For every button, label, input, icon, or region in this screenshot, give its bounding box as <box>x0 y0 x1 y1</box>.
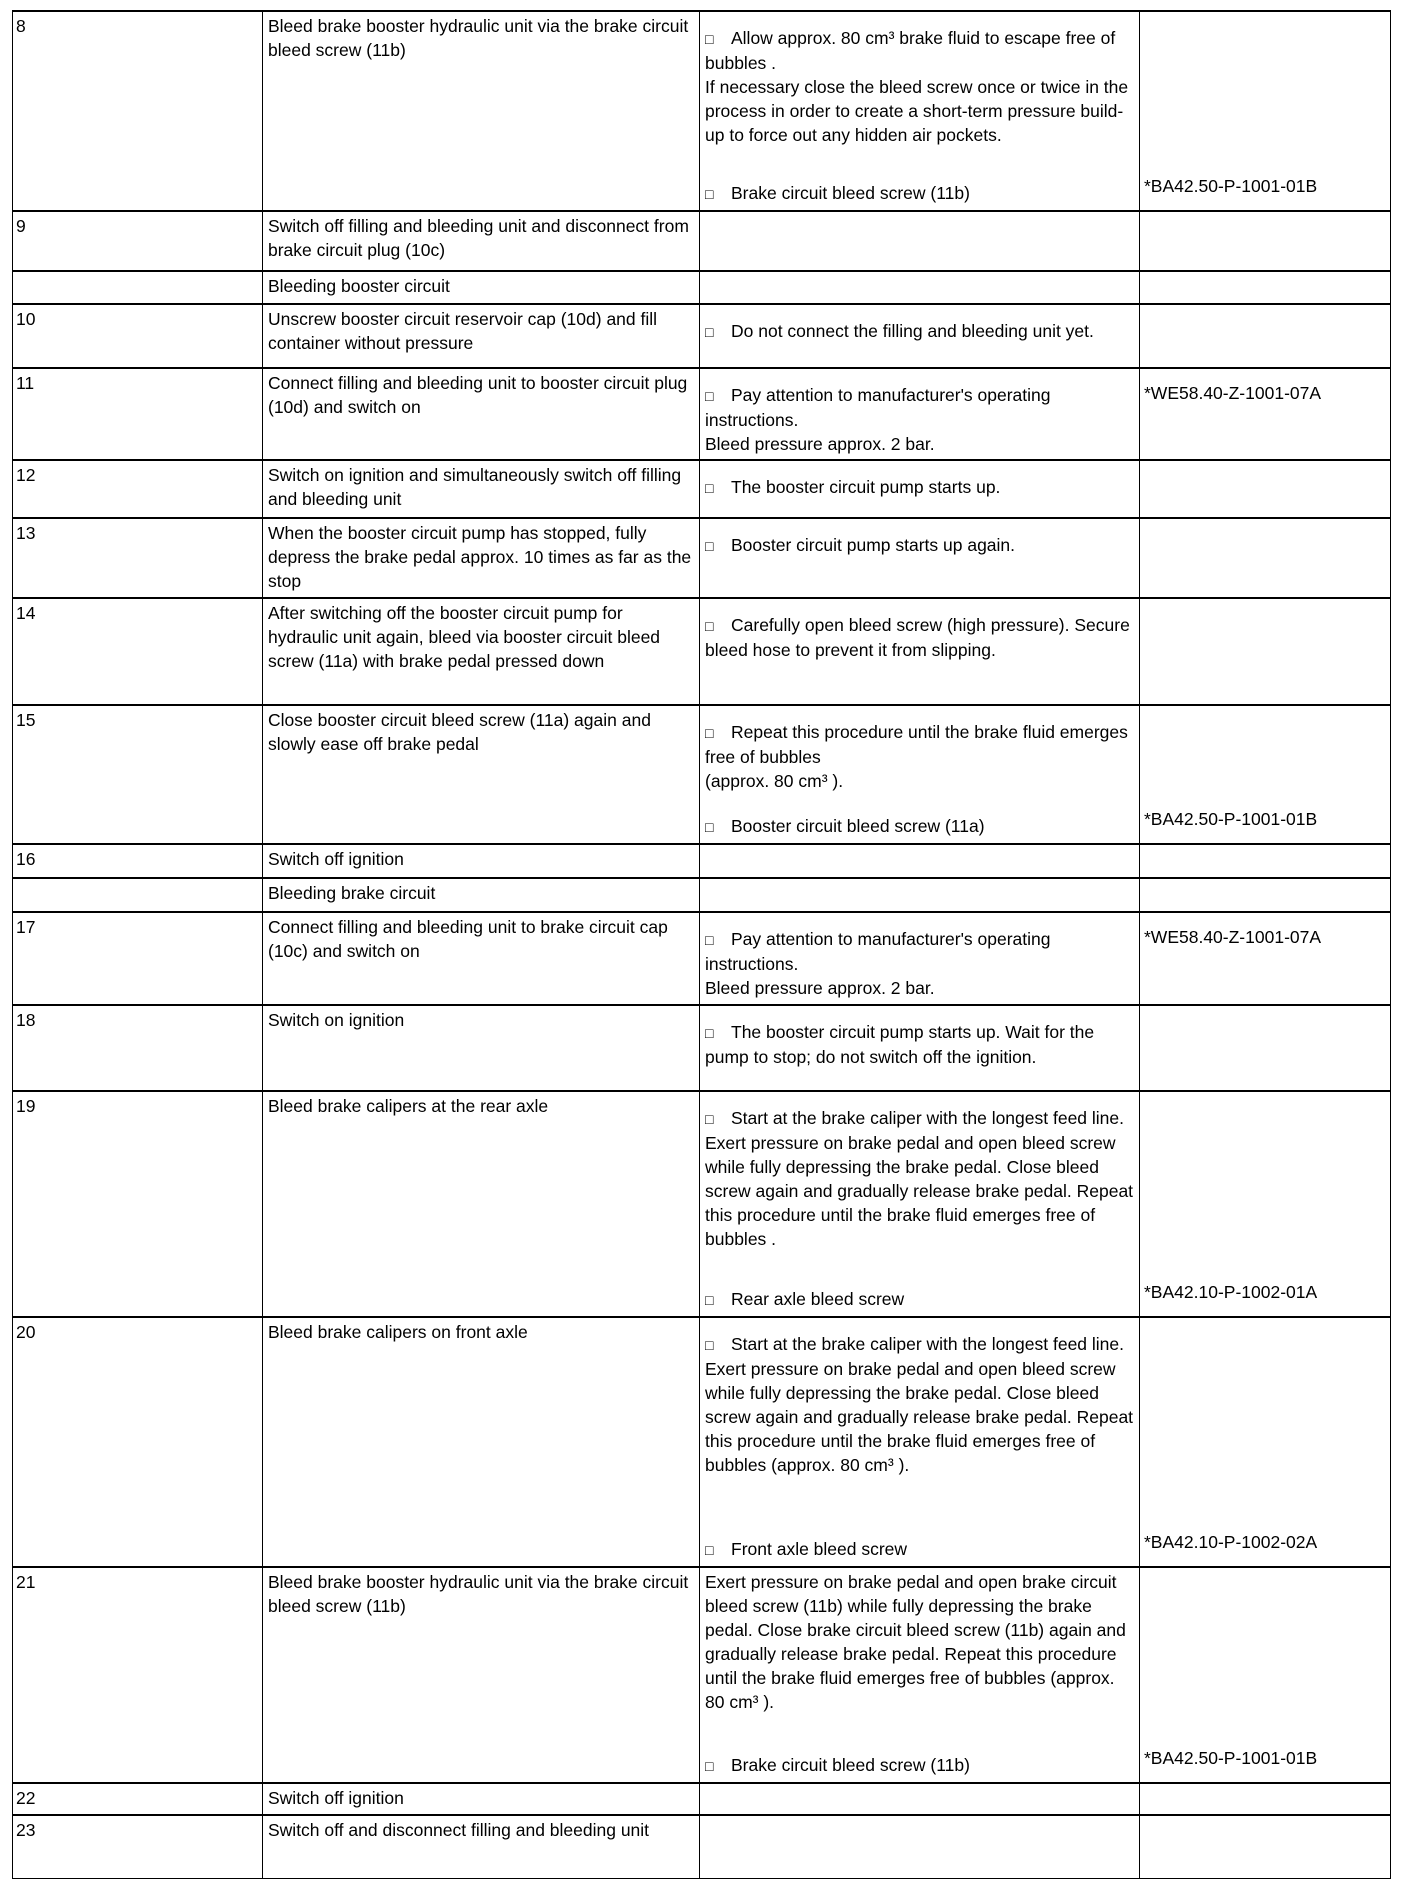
step-number-cell <box>13 211 263 271</box>
action-cell <box>263 11 700 211</box>
component-item <box>705 1537 907 1562</box>
table-row <box>13 1783 1391 1815</box>
checkbox-icon: □ <box>705 480 714 496</box>
step-number-cell <box>13 1815 263 1878</box>
step-number-cell <box>13 460 263 518</box>
note-text <box>705 1106 1134 1131</box>
reference-link[interactable]: *BA42.50-P-1001-01B <box>1144 176 1318 196</box>
table-row <box>13 11 1391 211</box>
reference-cell <box>1140 878 1391 912</box>
step-number: 21 <box>16 1572 36 1592</box>
step-number: 13 <box>16 523 36 543</box>
note-text <box>705 769 1134 793</box>
action-text: Switch off ignition <box>268 1788 404 1808</box>
reference-cell <box>1140 1091 1391 1317</box>
note-text <box>705 75 1134 147</box>
table-row <box>13 1005 1391 1091</box>
step-number: 9 <box>16 216 26 236</box>
step-number: 22 <box>16 1788 36 1808</box>
table-row <box>13 1567 1391 1783</box>
checkbox-icon: □ <box>705 819 714 835</box>
step-number-cell <box>13 11 263 211</box>
action-cell <box>263 1815 700 1878</box>
step-number-cell <box>13 1005 263 1091</box>
reference-cell <box>1140 598 1391 705</box>
component-item <box>705 1753 970 1778</box>
action-cell <box>263 518 700 598</box>
action-cell <box>263 1317 700 1567</box>
action-text: Unscrew booster circuit reservoir cap (10d) and fill container without pressure <box>268 309 658 353</box>
note-line: Allow approx. 80 cm³ brake fluid to escape free of bubbles . <box>705 28 1116 73</box>
note-line: Start at the brake caliper with the longest feed line. <box>731 1108 1125 1128</box>
action-cell <box>263 598 700 705</box>
note-line: Pay attention to manufacturer's operating instructions. <box>705 385 1051 430</box>
step-number-cell <box>13 1317 263 1567</box>
note-text <box>705 1131 1134 1251</box>
checkbox-icon: □ <box>705 1542 714 1558</box>
note-text <box>705 976 1134 1000</box>
reference-cell <box>1140 271 1391 304</box>
table-row <box>13 1091 1391 1317</box>
notes-cell <box>700 211 1140 271</box>
reference-cell <box>1140 11 1391 211</box>
step-number: 15 <box>16 710 36 730</box>
component-item <box>705 1287 904 1312</box>
action-text: Switch off ignition <box>268 849 404 869</box>
reference-link[interactable]: *WE58.40-Z-1001-07A <box>1144 927 1322 947</box>
reference-cell <box>1140 368 1391 460</box>
component-label: Rear axle bleed screw <box>731 1289 905 1309</box>
note-text <box>705 1332 1134 1357</box>
action-text: Bleed brake calipers at the rear axle <box>268 1096 549 1116</box>
note-line: The booster circuit pump starts up. Wait for the pump to stop; do not switch off the ignition. <box>705 1022 1095 1067</box>
note-text <box>705 319 1134 344</box>
note-text <box>705 475 1134 500</box>
action-text: Bleed brake booster hydraulic unit via the brake circuit bleed screw (11b) <box>268 1572 689 1616</box>
reference-link[interactable]: *BA42.10-P-1002-01A <box>1144 1282 1318 1302</box>
step-number: 20 <box>16 1322 36 1342</box>
action-text: Connect filling and bleeding unit to brake circuit cap (10c) and switch on <box>268 917 668 961</box>
note-line: Booster circuit pump starts up again. <box>731 535 1016 555</box>
action-cell <box>263 460 700 518</box>
notes-cell <box>700 368 1140 460</box>
table-row <box>13 705 1391 844</box>
table-row <box>13 304 1391 368</box>
table-row <box>13 1815 1391 1878</box>
notes-cell <box>700 844 1140 878</box>
reference-cell <box>1140 1005 1391 1091</box>
note-line: Exert pressure on brake pedal and open brake circuit bleed screw (11b) while fully depressing the brake pedal. Close brake circuit bleed screw (11b) again and gradually release brake pedal. Repeat this procedure until the brake fluid emerges free of bubbles (approx. 80 cm³ ). <box>705 1572 1126 1712</box>
table-row <box>13 598 1391 705</box>
action-cell <box>263 1783 700 1815</box>
reference-cell <box>1140 1317 1391 1567</box>
step-number-cell <box>13 304 263 368</box>
step-number-cell <box>13 912 263 1005</box>
reference-cell <box>1140 844 1391 878</box>
note-line: Start at the brake caliper with the longest feed line. <box>731 1334 1125 1354</box>
step-number: 14 <box>16 603 36 623</box>
action-cell <box>263 1005 700 1091</box>
action-text: Close booster circuit bleed screw (11a) again and slowly ease off brake pedal <box>268 710 651 754</box>
table-row <box>13 1317 1391 1567</box>
table-row <box>13 211 1391 271</box>
checkbox-icon: □ <box>705 388 714 404</box>
checkbox-icon: □ <box>705 538 714 554</box>
notes-cell <box>700 1567 1140 1783</box>
note-line: If necessary close the bleed screw once or twice in the process in order to create a short-term pressure build-up to force out any hidden air pockets. <box>705 77 1129 145</box>
step-number-cell <box>13 518 263 598</box>
action-text: After switching off the booster circuit pump for hydraulic unit again, bleed via booster circuit bleed screw (11a) with brake pedal pressed down <box>268 603 661 671</box>
note-line: Repeat this procedure until the brake fluid emerges free of bubbles <box>705 722 1128 767</box>
action-text: Bleed brake calipers on front axle <box>268 1322 528 1342</box>
reference-cell <box>1140 304 1391 368</box>
action-text: Switch on ignition and simultaneously switch off filling and bleeding unit <box>268 465 682 509</box>
reference-cell <box>1140 460 1391 518</box>
action-text: When the booster circuit pump has stopped, fully depress the brake pedal approx. 10 times as far as the stop <box>268 523 692 591</box>
note-line: The booster circuit pump starts up. <box>731 477 1001 497</box>
note-text <box>705 720 1134 769</box>
checkbox-icon: □ <box>705 31 714 47</box>
checkbox-icon: □ <box>705 1292 714 1308</box>
note-line: Exert pressure on brake pedal and open bleed screw while fully depressing the brake pedal. Close bleed screw again and gradually release brake pedal. Repeat this procedure until the brake fluid emerges free of bubbles . <box>705 1133 1134 1249</box>
action-cell <box>263 368 700 460</box>
notes-cell <box>700 1091 1140 1317</box>
note-line: Bleed pressure approx. 2 bar. <box>705 434 935 454</box>
step-number-cell <box>13 844 263 878</box>
reference-cell <box>1140 211 1391 271</box>
checkbox-icon: □ <box>705 1758 714 1774</box>
step-number-cell <box>13 368 263 460</box>
step-number: 16 <box>16 849 36 869</box>
step-number-cell <box>13 878 263 912</box>
checkbox-icon: □ <box>705 1025 714 1041</box>
reference-cell <box>1140 705 1391 844</box>
reference-link[interactable]: *BA42.10-P-1002-02A <box>1144 1532 1318 1552</box>
notes-cell <box>700 304 1140 368</box>
reference-link[interactable]: *BA42.50-P-1001-01B <box>1144 809 1318 829</box>
component-label: Brake circuit bleed screw (11b) <box>731 183 970 203</box>
notes-cell <box>700 705 1140 844</box>
note-text <box>705 533 1134 558</box>
checkbox-icon: □ <box>705 186 714 202</box>
notes-cell <box>700 1783 1140 1815</box>
note-text <box>705 432 1134 456</box>
table-row <box>13 844 1391 878</box>
note-line: Do not connect the filling and bleeding unit yet. <box>731 321 1094 341</box>
note-text <box>705 613 1134 662</box>
note-line: Pay attention to manufacturer's operating instructions. <box>705 929 1051 974</box>
procedure-table <box>12 10 1391 1879</box>
table-row <box>13 271 1391 304</box>
action-text: Connect filling and bleeding unit to booster circuit plug (10d) and switch on <box>268 373 688 417</box>
note-line: (approx. 80 cm³ ). <box>705 771 844 791</box>
step-number-cell <box>13 1567 263 1783</box>
reference-cell <box>1140 1783 1391 1815</box>
step-number: 19 <box>16 1096 36 1116</box>
action-cell <box>263 912 700 1005</box>
step-number: 23 <box>16 1820 36 1840</box>
component-label: Brake circuit bleed screw (11b) <box>731 1755 970 1775</box>
action-text: Bleeding booster circuit <box>268 276 450 296</box>
notes-cell <box>700 518 1140 598</box>
step-number: 10 <box>16 309 36 329</box>
step-number: 8 <box>16 16 26 36</box>
step-number-cell <box>13 271 263 304</box>
component-item <box>705 181 970 206</box>
note-text <box>705 26 1134 75</box>
checkbox-icon: □ <box>705 725 714 741</box>
notes-cell <box>700 1317 1140 1567</box>
action-text: Switch off filling and bleeding unit and disconnect from brake circuit plug (10c) <box>268 216 689 260</box>
step-number: 11 <box>16 373 35 393</box>
table-row <box>13 368 1391 460</box>
table-row <box>13 878 1391 912</box>
step-number: 17 <box>16 917 36 937</box>
reference-link[interactable]: *WE58.40-Z-1001-07A <box>1144 383 1322 403</box>
reference-cell <box>1140 1815 1391 1878</box>
table-row <box>13 460 1391 518</box>
action-cell <box>263 705 700 844</box>
step-number-cell <box>13 598 263 705</box>
note-line: Carefully open bleed screw (high pressure). Secure bleed hose to prevent it from slipping. <box>705 615 1130 660</box>
action-cell <box>263 271 700 304</box>
note-line: Bleed pressure approx. 2 bar. <box>705 978 935 998</box>
notes-cell <box>700 598 1140 705</box>
action-cell <box>263 1091 700 1317</box>
note-text <box>705 383 1134 432</box>
reference-cell <box>1140 518 1391 598</box>
step-number-cell <box>13 1783 263 1815</box>
checkbox-icon: □ <box>705 1111 714 1127</box>
action-text: Switch off and disconnect filling and bleeding unit <box>268 1820 650 1840</box>
action-cell <box>263 304 700 368</box>
note-text <box>705 1357 1134 1477</box>
action-cell <box>263 211 700 271</box>
table-row <box>13 518 1391 598</box>
notes-cell <box>700 271 1140 304</box>
step-number-cell <box>13 705 263 844</box>
action-text: Bleeding brake circuit <box>268 883 436 903</box>
action-cell <box>263 1567 700 1783</box>
action-cell <box>263 844 700 878</box>
step-number-cell <box>13 1091 263 1317</box>
checkbox-icon: □ <box>705 324 714 340</box>
checkbox-icon: □ <box>705 932 714 948</box>
notes-cell <box>700 460 1140 518</box>
component-item <box>705 814 985 839</box>
notes-cell <box>700 11 1140 211</box>
note-line: Exert pressure on brake pedal and open bleed screw while fully depressing the brake pedal. Close bleed screw again and gradually release brake pedal. Repeat this procedure until the brake fluid emerges free of bubbles (approx. 80 cm³ ). <box>705 1359 1134 1475</box>
step-number: 12 <box>16 465 36 485</box>
reference-link[interactable]: *BA42.50-P-1001-01B <box>1144 1748 1318 1768</box>
notes-cell <box>700 1005 1140 1091</box>
component-label: Front axle bleed screw <box>731 1539 908 1559</box>
table-row <box>13 912 1391 1005</box>
checkbox-icon: □ <box>705 1337 714 1353</box>
note-text <box>705 1570 1134 1714</box>
action-text: Switch on ignition <box>268 1010 405 1030</box>
action-cell <box>263 878 700 912</box>
notes-cell <box>700 878 1140 912</box>
reference-cell <box>1140 912 1391 1005</box>
component-label: Booster circuit bleed screw (11a) <box>731 816 985 836</box>
reference-cell <box>1140 1567 1391 1783</box>
note-text <box>705 1020 1134 1069</box>
notes-cell <box>700 1815 1140 1878</box>
checkbox-icon: □ <box>705 618 714 634</box>
action-text: Bleed brake booster hydraulic unit via the brake circuit bleed screw (11b) <box>268 16 689 60</box>
step-number: 18 <box>16 1010 36 1030</box>
note-text <box>705 927 1134 976</box>
notes-cell <box>700 912 1140 1005</box>
